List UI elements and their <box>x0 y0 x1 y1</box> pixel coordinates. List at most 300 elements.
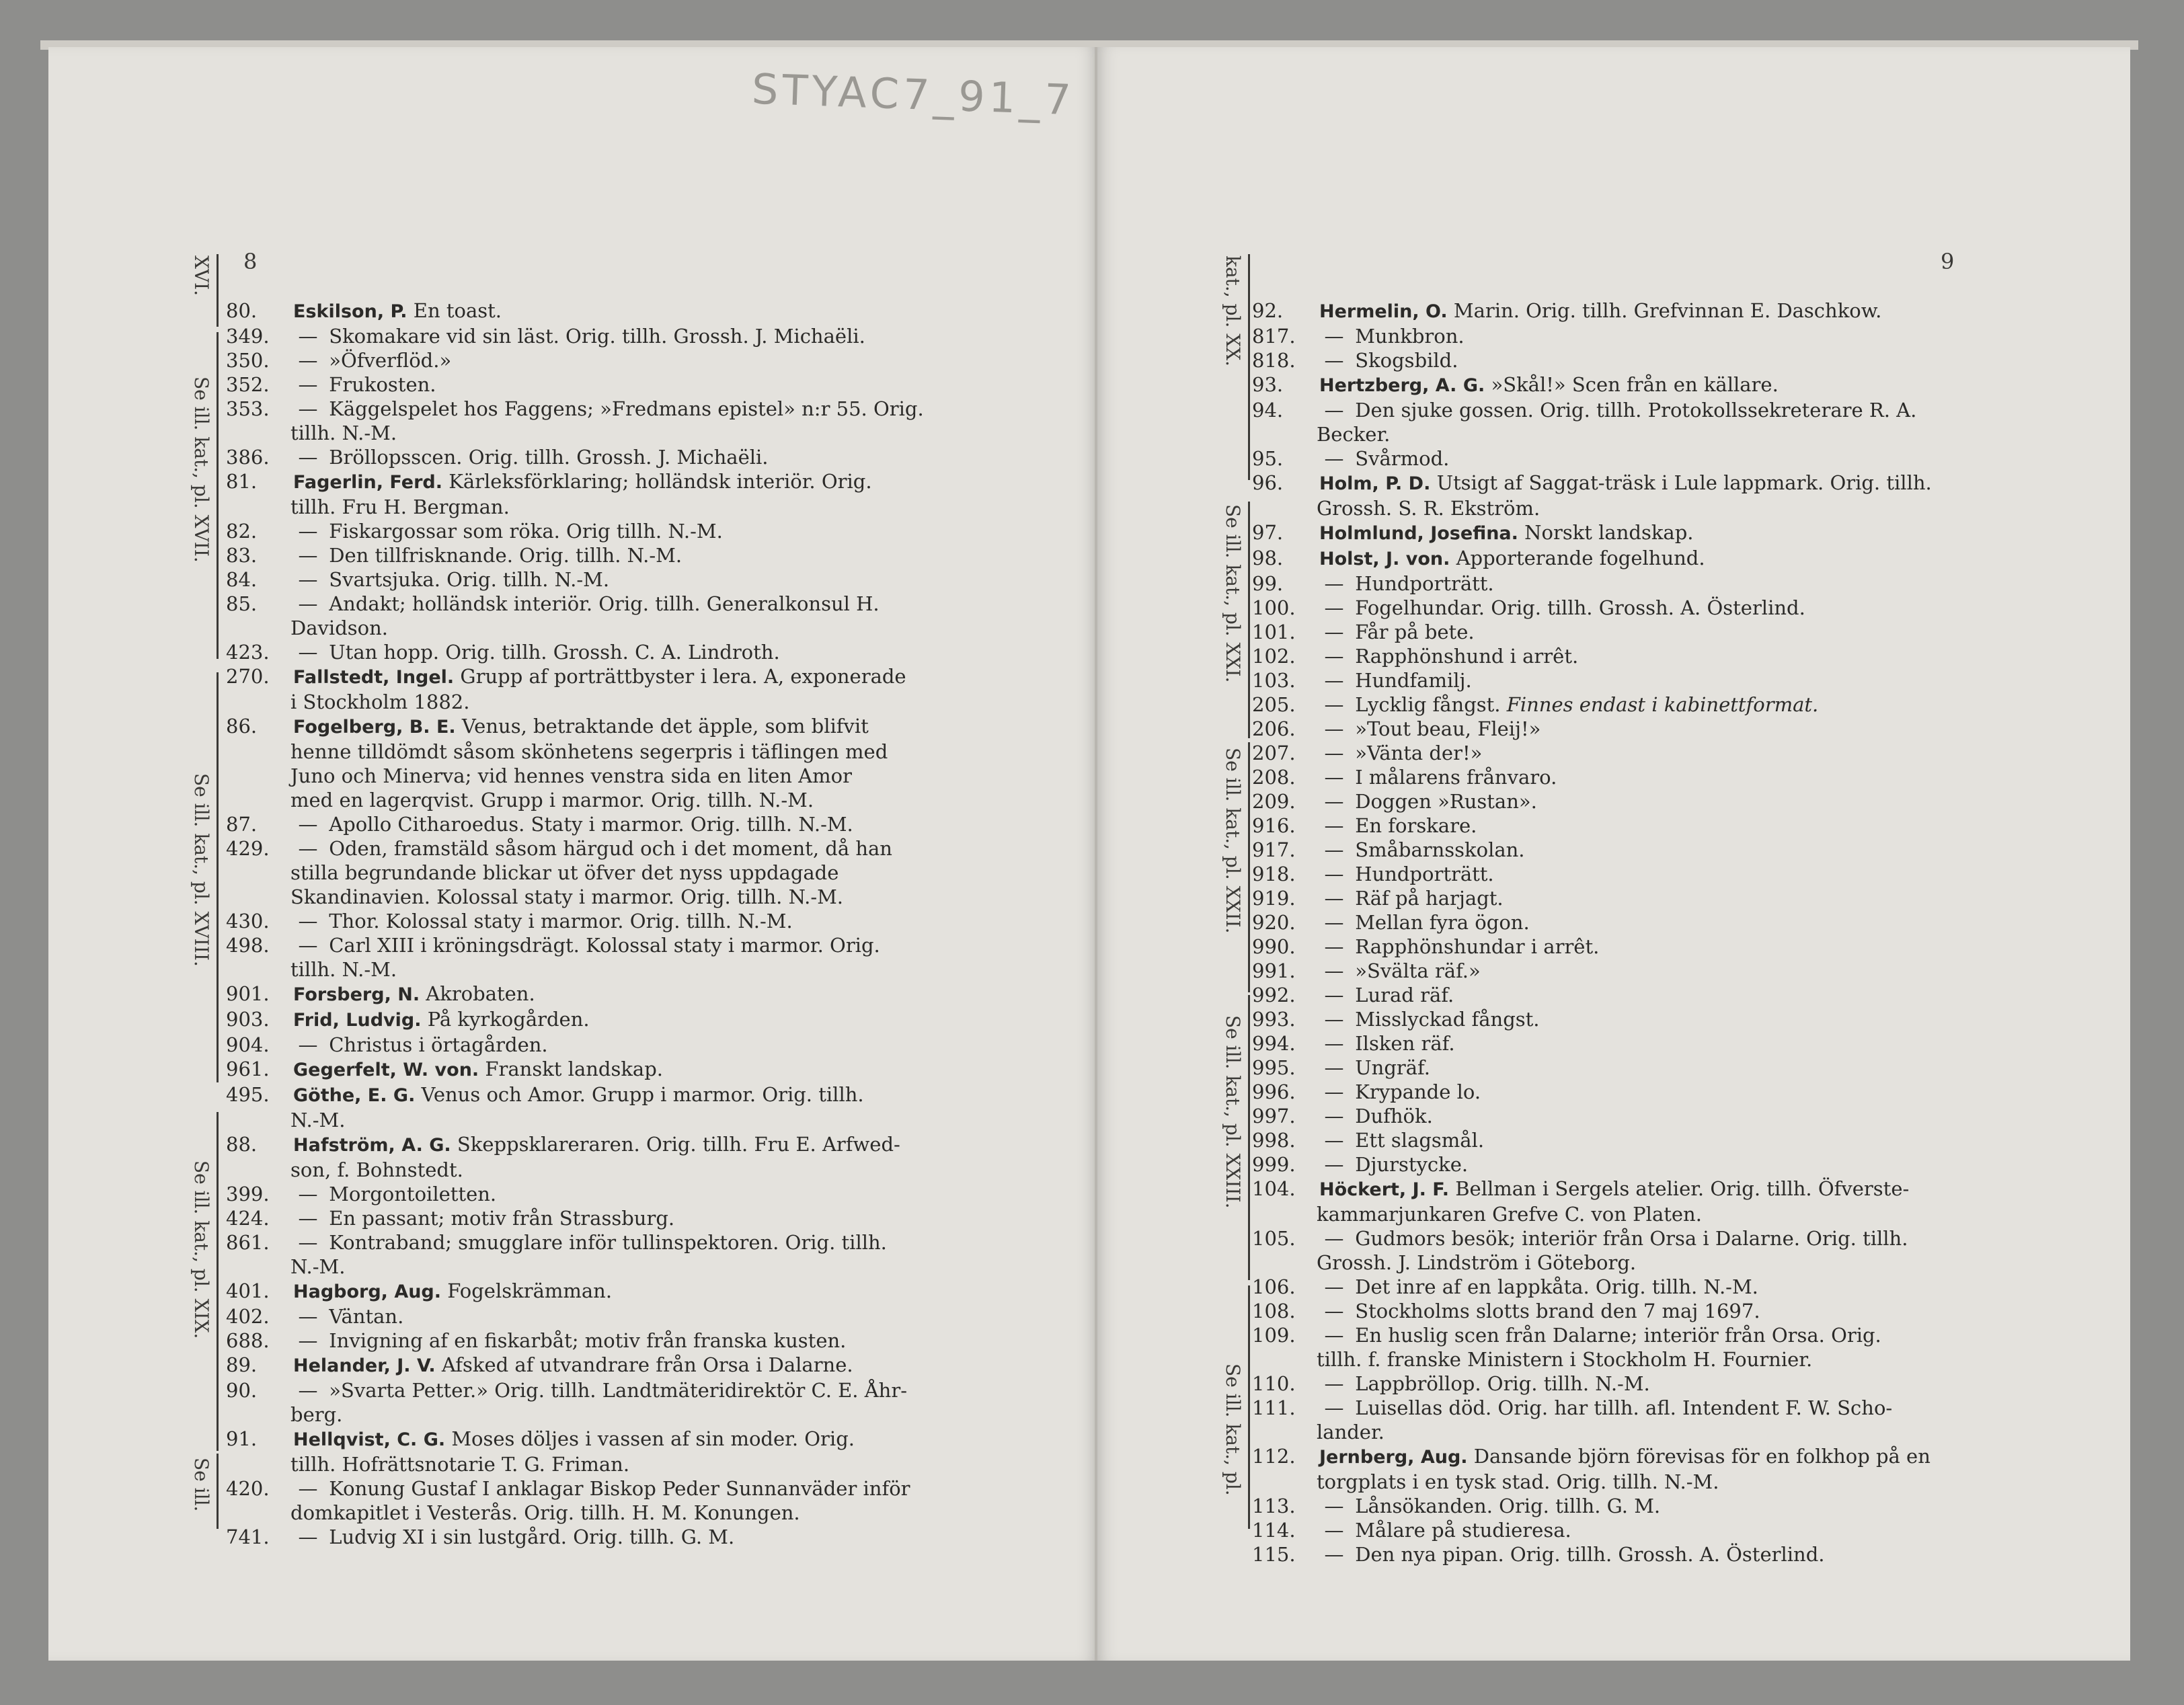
artwork-title: Den sjuke gossen. Orig. tillh. Protokollssekreterare R. A. <box>1355 399 1917 422</box>
entry-number: 86. <box>226 715 258 738</box>
catalog-entry <box>1252 1177 2059 1226</box>
artwork-title: Ungräf. <box>1355 1056 1430 1079</box>
artwork-title: Svårmod. <box>1355 447 1450 470</box>
artwork-title: Akrobaten. <box>426 982 535 1005</box>
entry-continuation: son, f. Bohnstedt. <box>290 1158 463 1181</box>
artwork-title: Afsked af utvandrare från Orsa i Dalarne. <box>441 1353 853 1376</box>
entry-number: 91. <box>226 1427 258 1450</box>
entry-continuation: Becker. <box>1317 423 1391 446</box>
catalog-entry <box>226 1329 1033 1353</box>
entry-number: 386. <box>226 446 270 469</box>
entry-number: 95. <box>1252 447 1284 470</box>
entry-number: 115. <box>1252 1543 1296 1566</box>
catalog-entry <box>1252 1518 2059 1542</box>
artwork-title: Venus och Amor. Grupp i marmor. Orig. tillh. <box>421 1083 864 1106</box>
artwork-title: Invigning af en fiskarbåt; motiv från franska kusten. <box>329 1329 847 1352</box>
catalog-entry <box>226 812 1033 836</box>
catalog-entry <box>1252 1372 2059 1396</box>
ditto-dash: — <box>1324 325 1344 348</box>
entry-continuation: i Stockholm 1882. <box>290 690 470 713</box>
entry-number: 94. <box>1252 399 1284 422</box>
entry-continuation: stilla begrundande blickar ut öfver det nyss uppdagade <box>290 861 839 884</box>
entry-number: 98. <box>1252 547 1284 569</box>
entry-number: 114. <box>1252 1519 1296 1542</box>
ditto-dash: — <box>298 1379 318 1402</box>
entry-continuation: lander. <box>1317 1421 1384 1443</box>
entry-number: 818. <box>1252 349 1296 372</box>
catalog-entry <box>226 933 1033 982</box>
artwork-title: Venus, betraktande det äpple, som blifvit <box>461 715 869 738</box>
entry-number: 399. <box>226 1183 270 1205</box>
catalog-entry <box>1252 1056 2059 1080</box>
ditto-dash: — <box>1324 935 1344 958</box>
catalog-entry <box>1252 1128 2059 1152</box>
catalog-entry <box>1252 372 2059 398</box>
artwork-title: Rapphönshundar i arrêt. <box>1355 935 1600 958</box>
entry-number: 90. <box>226 1379 258 1402</box>
entry-number: 817. <box>1252 325 1296 348</box>
ditto-dash: — <box>1324 1080 1344 1103</box>
artwork-title: Käggelspelet hos Faggens; »Fredmans epistel» n:r 55. Orig. <box>329 397 924 420</box>
catalog-entry <box>1252 1275 2059 1299</box>
catalog-entry <box>1252 717 2059 741</box>
entry-number: 110. <box>1252 1372 1296 1395</box>
ditto-dash: — <box>1324 1153 1344 1176</box>
ditto-dash: — <box>298 568 318 591</box>
artist-name: Forsberg, N. <box>293 984 420 1005</box>
entry-number: 92. <box>1252 299 1284 322</box>
catalog-entry <box>226 1279 1033 1304</box>
entry-number: 100. <box>1252 596 1296 619</box>
catalog-entry <box>226 567 1033 592</box>
entry-number: 688. <box>226 1329 270 1352</box>
catalog-entry <box>226 1353 1033 1378</box>
artwork-title: Skomakare vid sin läst. Orig. tillh. Grossh. J. Michaëli. <box>329 325 865 348</box>
artwork-title: Djurstycke. <box>1355 1153 1469 1176</box>
artwork-title: Kärleksförklaring; holländsk interiör. Orig. <box>448 470 872 493</box>
artwork-title: Carl XIII i kröningsdrägt. Kolossal staty i marmor. Orig. <box>329 934 880 957</box>
artwork-title: Moses döljes i vassen af sin moder. Orig. <box>451 1427 855 1450</box>
ditto-dash: — <box>1324 959 1344 982</box>
catalog-entry <box>226 1304 1033 1329</box>
entry-number: 80. <box>226 299 258 322</box>
entry-number: 206. <box>1252 717 1296 740</box>
catalog-entry <box>1252 814 2059 838</box>
entry-number: 401. <box>226 1279 270 1302</box>
artist-name: Holm, P. D. <box>1319 473 1431 494</box>
catalog-entry <box>1252 692 2059 717</box>
catalog-entry <box>226 640 1033 664</box>
plate-bracket <box>1248 254 1250 480</box>
plate-bracket <box>217 1454 219 1529</box>
ditto-dash: — <box>1324 1129 1344 1152</box>
artwork-title: Utan hopp. Orig. tillh. Grossh. C. A. Lindroth. <box>329 641 780 664</box>
ditto-dash: — <box>298 397 318 420</box>
entry-number: 429. <box>226 837 270 860</box>
catalog-entry <box>226 469 1033 519</box>
artwork-title: Thor. Kolossal staty i marmor. Orig. tillh. N.-M. <box>329 910 793 933</box>
catalog-entry <box>226 543 1033 567</box>
entry-number: 997. <box>1252 1105 1296 1127</box>
catalog-entry <box>1252 741 2059 765</box>
artist-name: Fallstedt, Ingel. <box>293 667 455 688</box>
entry-number: 84. <box>226 568 258 591</box>
ditto-dash: — <box>298 373 318 396</box>
catalog-entry <box>226 1182 1033 1206</box>
ditto-dash: — <box>298 325 318 348</box>
artwork-title: »Tout beau, Fleij!» <box>1355 717 1541 740</box>
plate-bracket <box>217 254 219 327</box>
plate-bracket <box>1248 742 1250 992</box>
entry-continuation: Skandinavien. Kolossal staty i marmor. Orig. tillh. N.-M. <box>290 885 844 908</box>
catalog-entry <box>1252 862 2059 886</box>
catalog-entry <box>226 1033 1033 1057</box>
catalog-entry <box>226 1378 1033 1427</box>
ditto-dash: — <box>298 1525 318 1548</box>
artwork-title: »Svarta Petter.» Orig. tillh. Landtmäteridirektör C. E. Åhr- <box>329 1379 908 1402</box>
entry-list <box>1252 299 2059 1567</box>
artist-name: Fogelberg, B. E. <box>293 717 456 738</box>
entry-number: 101. <box>1252 621 1296 643</box>
ditto-dash: — <box>1324 645 1344 668</box>
artwork-title: Det inre af en lappkåta. Orig. tillh. N.-M. <box>1355 1275 1758 1298</box>
catalog-entry <box>226 1230 1033 1279</box>
ditto-dash: — <box>298 934 318 957</box>
entry-number: 85. <box>226 592 258 615</box>
catalog-entry <box>1252 983 2059 1007</box>
artist-name: Holst, J. von. <box>1319 549 1450 569</box>
entry-number: 741. <box>226 1525 270 1548</box>
artwork-title: En passant; motiv från Strassburg. <box>329 1207 675 1230</box>
entry-continuation: tillh. N.-M. <box>290 958 397 981</box>
entry-continuation: Grossh. S. R. Ekström. <box>1317 497 1540 520</box>
ditto-dash: — <box>1324 984 1344 1006</box>
ditto-dash: — <box>1324 349 1344 372</box>
entry-number: 209. <box>1252 790 1296 813</box>
entry-number: 105. <box>1252 1227 1296 1250</box>
artist-name: Helander, J. V. <box>293 1355 436 1376</box>
entry-number: 998. <box>1252 1129 1296 1152</box>
ditto-dash: — <box>1324 1300 1344 1322</box>
artwork-title: Småbarnsskolan. <box>1355 838 1525 861</box>
artwork-title: Apporterande fogelhund. <box>1456 547 1705 569</box>
catalog-entry <box>226 1525 1033 1549</box>
artwork-title: Ett slagsmål. <box>1355 1129 1485 1152</box>
artwork-title: Norskt landskap. <box>1524 521 1694 544</box>
ditto-dash: — <box>298 1183 318 1205</box>
ditto-dash: — <box>298 813 318 836</box>
entry-number: 103. <box>1252 669 1296 692</box>
catalog-entry <box>226 909 1033 933</box>
ditto-dash: — <box>1324 621 1344 643</box>
entry-continuation: Juno och Minerva; vid hennes venstra sida en liten Amor <box>290 764 852 787</box>
artwork-title: Marin. Orig. tillh. Grefvinnan E. Daschkow. <box>1453 299 1882 322</box>
artist-name: Jernberg, Aug. <box>1319 1447 1468 1468</box>
ditto-dash: — <box>298 1305 318 1328</box>
ditto-dash: — <box>1324 1495 1344 1517</box>
artwork-title: Konung Gustaf I anklagar Biskop Peder Sunnanväder inför <box>329 1477 910 1500</box>
catalog-entry <box>1252 789 2059 814</box>
artist-name: Frid, Ludvig. <box>293 1010 422 1031</box>
entry-number: 89. <box>226 1353 258 1376</box>
plate-reference: Se ill. kat., pl. XXIII. <box>1222 1015 1244 1209</box>
entry-number: 208. <box>1252 766 1296 789</box>
artwork-title: »Svälta räf.» <box>1355 959 1481 982</box>
ditto-dash: — <box>1324 596 1344 619</box>
plate-bracket <box>217 332 219 659</box>
artwork-title: Franskt landskap. <box>485 1058 664 1080</box>
artwork-title: En forskare. <box>1355 814 1477 837</box>
ditto-dash: — <box>1324 790 1344 813</box>
entry-number: 990. <box>1252 935 1296 958</box>
artwork-title: Hundporträtt. <box>1355 863 1494 885</box>
plate-reference: XVI. <box>190 255 212 296</box>
ditto-dash: — <box>1324 1372 1344 1395</box>
entry-number: 104. <box>1252 1177 1296 1200</box>
entry-number: 102. <box>1252 645 1296 668</box>
entry-number: 994. <box>1252 1032 1296 1055</box>
catalog-entry <box>226 445 1033 469</box>
format-note: Finnes endast i kabinettformat. <box>1506 693 1819 716</box>
entry-continuation: N.-M. <box>290 1255 346 1278</box>
entry-continuation: tillh. Hofrättsnotarie T. G. Friman. <box>290 1453 630 1476</box>
artwork-title: Rapphönshund i arrêt. <box>1355 645 1579 668</box>
ditto-dash: — <box>298 1231 318 1254</box>
ditto-dash: — <box>298 520 318 543</box>
plate-bracket <box>1248 502 1250 738</box>
artwork-title: Mellan fyra ögon. <box>1355 911 1530 934</box>
entry-number: 995. <box>1252 1056 1296 1079</box>
catalog-entry <box>226 1476 1033 1525</box>
artist-name: Göthe, E. G. <box>293 1085 416 1106</box>
artwork-title: Ludvig XI i sin lustgård. Orig. tillh. G. M. <box>329 1525 735 1548</box>
artwork-title: Kontraband; smugglare inför tullinspektoren. Orig. tillh. <box>329 1231 887 1254</box>
ditto-dash: — <box>1324 814 1344 837</box>
artwork-title: Apollo Citharoedus. Staty i marmor. Orig. tillh. N.-M. <box>329 813 853 836</box>
entry-number: 81. <box>226 470 258 493</box>
entry-number: 920. <box>1252 911 1296 934</box>
artwork-title: Fogelskrämman. <box>447 1279 613 1302</box>
catalog-entry <box>1252 959 2059 983</box>
catalog-entry <box>226 348 1033 372</box>
page-number: 8 <box>243 249 258 274</box>
ditto-dash: — <box>1324 1008 1344 1031</box>
entry-number: 918. <box>1252 863 1296 885</box>
page-number: 9 <box>1941 249 1955 274</box>
catalog-entry <box>1252 886 2059 910</box>
entry-number: 207. <box>1252 742 1296 764</box>
entry-number: 498. <box>226 934 270 957</box>
entry-number: 993. <box>1252 1008 1296 1031</box>
ditto-dash: — <box>1324 766 1344 789</box>
artwork-title: Bellman i Sergels atelier. Orig. tillh. Öfverste- <box>1455 1177 1910 1200</box>
entry-number: 861. <box>226 1231 270 1254</box>
entry-number: 992. <box>1252 984 1296 1006</box>
catalog-entry <box>1252 1031 2059 1056</box>
artwork-title: Skeppsklareraren. Orig. tillh. Fru E. Arfwed- <box>457 1133 900 1156</box>
entry-number: 996. <box>1252 1080 1296 1103</box>
catalog-entry <box>226 664 1033 714</box>
entry-number: 999. <box>1252 1153 1296 1176</box>
entry-number: 87. <box>226 813 258 836</box>
artwork-title: Andakt; holländsk interiör. Orig. tillh. Generalkonsul H. <box>329 592 880 615</box>
artwork-title: Munkbron. <box>1355 325 1465 348</box>
artwork-title: Krypande lo. <box>1355 1080 1481 1103</box>
catalog-entry <box>1252 324 2059 348</box>
entry-number: 430. <box>226 910 270 933</box>
catalog-entry <box>226 836 1033 909</box>
catalog-entry <box>1252 299 2059 324</box>
catalog-entry <box>226 714 1033 812</box>
entry-continuation: torgplats i en tysk stad. Orig. tillh. N.-M. <box>1317 1470 1719 1493</box>
entry-number: 93. <box>1252 373 1284 396</box>
entry-continuation: Davidson. <box>290 617 388 639</box>
plate-reference: Se ill. kat., pl. <box>1222 1363 1244 1496</box>
catalog-entry <box>1252 935 2059 959</box>
ditto-dash: — <box>1324 911 1344 934</box>
ditto-dash: — <box>1324 669 1344 692</box>
artist-name: Hagborg, Aug. <box>293 1281 442 1302</box>
artwork-title: Lycklig fångst. <box>1355 693 1501 716</box>
entry-number: 108. <box>1252 1300 1296 1322</box>
catalog-entry <box>226 1082 1033 1132</box>
entry-number: 349. <box>226 325 270 348</box>
ditto-dash: — <box>298 641 318 664</box>
entry-number: 901. <box>226 982 270 1005</box>
entry-number: 113. <box>1252 1495 1296 1517</box>
artwork-title: Den nya pipan. Orig. tillh. Grossh. A. Österlind. <box>1355 1543 1825 1566</box>
ditto-dash: — <box>1324 1105 1344 1127</box>
catalog-entry <box>1252 1299 2059 1323</box>
entry-number: 353. <box>226 397 270 420</box>
ditto-dash: — <box>298 592 318 615</box>
artist-name: Hellqvist, C. G. <box>293 1429 446 1450</box>
ditto-dash: — <box>298 910 318 933</box>
entry-number: 904. <box>226 1033 270 1056</box>
catalog-entry <box>226 1427 1033 1476</box>
artwork-title: Lappbröllop. Orig. tillh. N.-M. <box>1355 1372 1650 1395</box>
catalog-entry <box>1252 1226 2059 1275</box>
artist-name: Höckert, J. F. <box>1319 1179 1450 1200</box>
ditto-dash: — <box>1324 742 1344 764</box>
entry-continuation: berg. <box>290 1403 343 1426</box>
catalog-entry <box>1252 1080 2059 1104</box>
artwork-title: Christus i örtagården. <box>329 1033 548 1056</box>
catalog-entry <box>1252 668 2059 692</box>
catalog-entry <box>226 1132 1033 1182</box>
artwork-title: Stockholms slotts brand den 7 maj 1697. <box>1355 1300 1760 1322</box>
ditto-dash: — <box>1324 1056 1344 1079</box>
ditto-dash: — <box>1324 399 1344 422</box>
catalog-entry <box>1252 644 2059 668</box>
entry-number: 350. <box>226 349 270 372</box>
entry-continuation: tillh. N.-M. <box>290 422 397 444</box>
catalog-entry <box>1252 398 2059 446</box>
artwork-title: Fogelhundar. Orig. tillh. Grossh. A. Österlind. <box>1355 596 1805 619</box>
artist-name: Fagerlin, Ferd. <box>293 472 442 493</box>
artwork-title: Hundfamilj. <box>1355 669 1472 692</box>
catalog-entry <box>1252 1542 2059 1567</box>
catalog-entry <box>226 372 1033 397</box>
plate-bracket <box>217 1112 219 1451</box>
entry-number: 423. <box>226 641 270 664</box>
ditto-dash: — <box>298 1477 318 1500</box>
artwork-title: Frukosten. <box>329 373 436 396</box>
catalog-entry <box>226 1007 1033 1033</box>
ditto-dash: — <box>298 837 318 860</box>
entry-number: 917. <box>1252 838 1296 861</box>
entry-continuation: N.-M. <box>290 1109 346 1132</box>
catalog-entry <box>1252 571 2059 596</box>
entry-number: 919. <box>1252 887 1296 910</box>
ditto-dash: — <box>1324 863 1344 885</box>
artwork-title: Lånsökanden. Orig. tillh. G. M. <box>1355 1495 1661 1517</box>
catalog-entry <box>1252 596 2059 620</box>
artwork-title: »Vänta der!» <box>1355 742 1483 764</box>
plate-reference: kat., pl. XX. <box>1222 255 1244 367</box>
catalog-entry <box>1252 838 2059 862</box>
ditto-dash: — <box>1324 447 1344 470</box>
entry-number: 88. <box>226 1133 258 1156</box>
plate-bracket <box>217 672 219 1082</box>
catalog-entry <box>1252 520 2059 546</box>
entry-number: 205. <box>1252 693 1296 716</box>
ditto-dash: — <box>298 1033 318 1056</box>
catalog-entry <box>226 982 1033 1007</box>
catalog-entry <box>226 397 1033 445</box>
entry-number: 96. <box>1252 471 1284 494</box>
entry-number: 991. <box>1252 959 1296 982</box>
entry-continuation: tillh. Fru H. Bergman. <box>290 495 510 518</box>
plate-reference: Se ill. kat., pl. XIX. <box>190 1160 212 1339</box>
plate-reference: Se ill. kat., pl. XXII. <box>1222 748 1244 934</box>
artist-name: Eskilson, P. <box>293 301 407 322</box>
ditto-dash: — <box>298 446 318 469</box>
artwork-title: Räf på harjagt. <box>1355 887 1504 910</box>
entry-number: 270. <box>226 665 270 688</box>
entry-number: 420. <box>226 1477 270 1500</box>
entry-number: 402. <box>226 1305 270 1328</box>
catalog-entry <box>1252 546 2059 571</box>
artwork-title: Får på bete. <box>1355 621 1475 643</box>
catalog-entry <box>1252 1444 2059 1494</box>
artwork-title: En toast. <box>413 299 502 322</box>
ditto-dash: — <box>1324 717 1344 740</box>
entry-number: 495. <box>226 1083 270 1106</box>
ditto-dash: — <box>298 1207 318 1230</box>
artwork-title: Luisellas död. Orig. har tillh. afl. Intendent F. W. Scho- <box>1355 1396 1893 1419</box>
ditto-dash: — <box>1324 838 1344 861</box>
ditto-dash: — <box>1324 1324 1344 1347</box>
entry-continuation: Grossh. J. Lindström i Göteborg. <box>1317 1251 1637 1274</box>
catalog-entry <box>226 519 1033 543</box>
entry-number: 99. <box>1252 572 1284 595</box>
plate-reference: Se ill. kat., pl. XVII. <box>190 376 212 563</box>
artist-name: Hafström, A. G. <box>293 1135 451 1156</box>
ditto-dash: — <box>298 1329 318 1352</box>
artwork-title: Dansande björn förevisas för en folkhop på en <box>1473 1445 1930 1468</box>
artwork-title: I målarens frånvaro. <box>1355 766 1557 789</box>
archive-stamp: STYAC7_91_7 <box>750 64 1076 125</box>
artwork-title: »Skål!» Scen från en källare. <box>1491 373 1779 396</box>
entry-continuation: domkapitlet i Vesterås. Orig. tillh. H. M. Konungen. <box>290 1501 800 1524</box>
ditto-dash: — <box>1324 1275 1344 1298</box>
artwork-title: Skogsbild. <box>1355 349 1458 372</box>
plate-reference: Se ill. kat., pl. XVIII. <box>190 773 212 967</box>
entry-continuation: tillh. f. franske Ministern i Stockholm H. Fournier. <box>1317 1348 1813 1371</box>
entry-number: 961. <box>226 1058 270 1080</box>
ditto-dash: — <box>1324 887 1344 910</box>
